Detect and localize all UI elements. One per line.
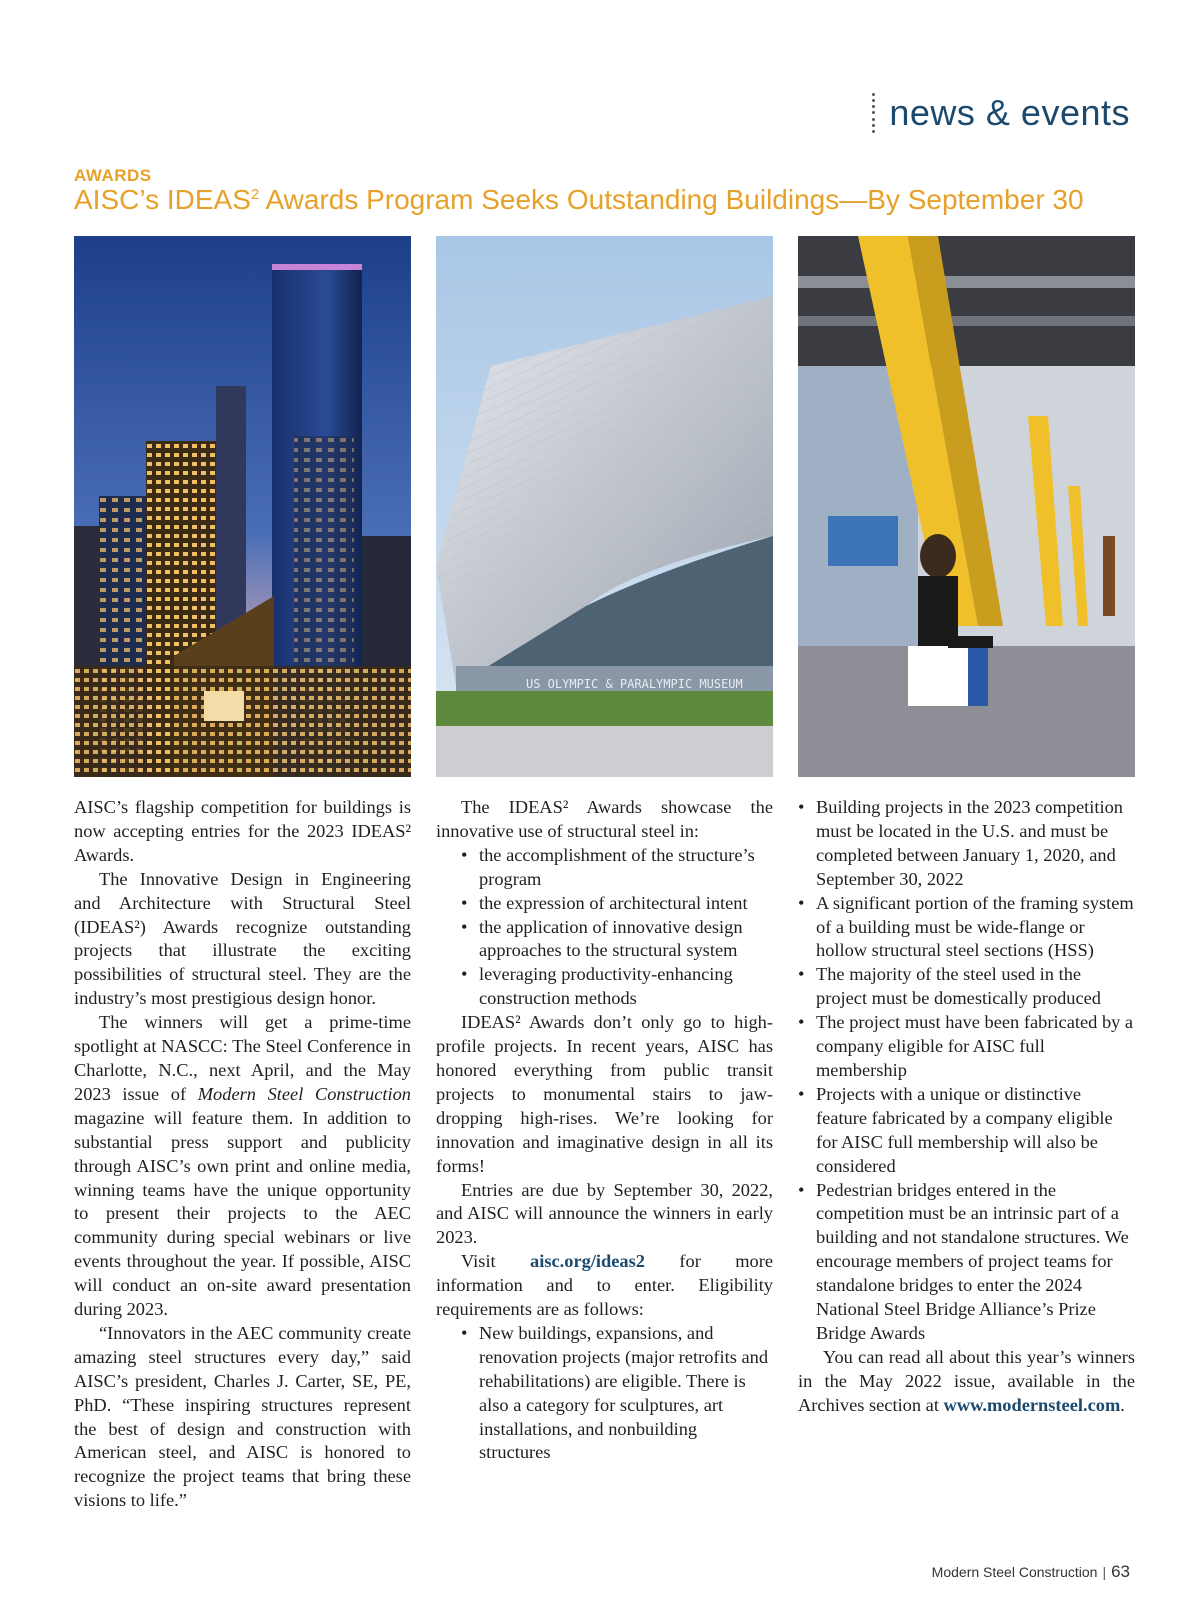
list-item: • The majority of the steel used in the project must be domestically produced [798,963,1135,1011]
paragraph: Visit aisc.org/ideas2 for more information and to enter. Eligibility requirements are as follows: [436,1251,773,1320]
paragraph: The winners will get a prime-time spotlight at NASCC: The Steel Conference in Charlotte, N.C., next April, and the May 2023 issue of Modern Steel Construction magazine will feature them. In addition to substantial press support and publicity through AISC’s own print and online media, winning teams have the unique opportunity to present their projects to the AEC community during special webinars or live events throughout the year. If possible, AISC will conduct an on-site award presentation during 2023. [74,1012,411,1320]
list-item: • the accomplishment of the structure’s program [461,844,773,892]
article-kicker: AWARDS [74,166,152,185]
eligibility-rules-list [798,796,1135,1346]
office-interior-photo [798,236,1135,777]
modernsteel-link[interactable]: www.modernsteel.com [943,1394,1121,1415]
column-1 [74,796,411,1513]
eligibility-list [436,1322,773,1465]
page-footer [932,1562,1130,1582]
paragraph: Entries are due by September 30, 2022, and AISC will announce the winners in early 2023. [436,1179,773,1248]
list-item: • The project must have been fabricated by a company eligible for AISC full membership [798,1011,1135,1083]
section-header [872,92,1130,134]
list-item: • Pedestrian bridges entered in the competition must be an intrinsic part of a building and not standalone structures. We encourage members of project teams for standalone bridges to enter the 2024 National Steel Bridge Alliance’s Prize Bridge Awards [798,1179,1135,1346]
list-item: • the expression of architectural intent [461,892,773,916]
ideas2-link[interactable]: aisc.org/ideas2 [530,1251,645,1272]
museum-sign: US OLYMPIC & PARALYMPIC MUSEUM [526,677,743,691]
list-item: • New buildings, expansions, and renovation projects (major retrofits and rehabilitations) are eligible. There is also a category for sculptures, art installations, and nonbuilding structures [461,1322,773,1465]
page-number: 63 [1111,1562,1130,1581]
list-item: • A significant portion of the framing system of a building must be wide-flange or hollow structural steel sections (HSS) [798,892,1135,964]
showcase-list [436,844,773,1011]
footer-separator: | [1102,1564,1107,1580]
paragraph: IDEAS² Awards don’t only go to high-profile projects. In recent years, AISC has honored everything from public transit projects to monumental stairs to jaw-dropping high-rises. We’re looking for innovation and imaginative design in all its forms! [436,1012,773,1176]
paragraph: AISC’s flagship competition for buildings is now accepting entries for the 2023 IDEAS² Awards. [74,797,411,865]
list-item: • Building projects in the 2023 competition must be located in the U.S. and must be completed between January 1, 2020, and September 30, 2022 [798,796,1135,892]
skyscraper-photo [74,236,411,777]
section-title: news & events [889,92,1130,133]
article-title: AISC’s IDEAS$^2$ Awards Program Seeks Outstanding Buildings—By September 30 [74,184,1084,215]
quote-paragraph: “Innovators in the AEC community create amazing steel structures every day,” said AISC’s president, Charles J. Carter, SE, PE, PhD. “These inspiring structures represent the best of design and construction with American steel, and AISC is honored to recognize the project teams that bring these visions to life.” [74,1322,411,1511]
paragraph: The IDEAS² Awards showcase the innovative use of structural steel in: [436,797,773,841]
list-item: • the application of innovative design approaches to the structural system [461,916,773,964]
paragraph: The Innovative Design in Engineering and Architecture with Structural Steel (IDEAS²) Awards recognize outstanding projects that illustrate the exciting possibilities of structural steel. They are the industry’s most prestigious design honor. [74,868,411,1009]
list-item: • leveraging productivity-enhancing construction methods [461,963,773,1011]
museum-photo [436,236,773,777]
dotted-rule [872,93,875,133]
column-3 [798,796,1135,1418]
paragraph: You can read all about this year’s winners in the May 2022 issue, available in the Archives section at www.modernsteel.com. [798,1346,1135,1415]
publication-name: Modern Steel Construction [931,1564,1098,1580]
list-item: • Projects with a unique or distinctive feature fabricated by a company eligible for AISC full membership will also be considered [798,1083,1135,1179]
column-2 [436,796,773,1465]
